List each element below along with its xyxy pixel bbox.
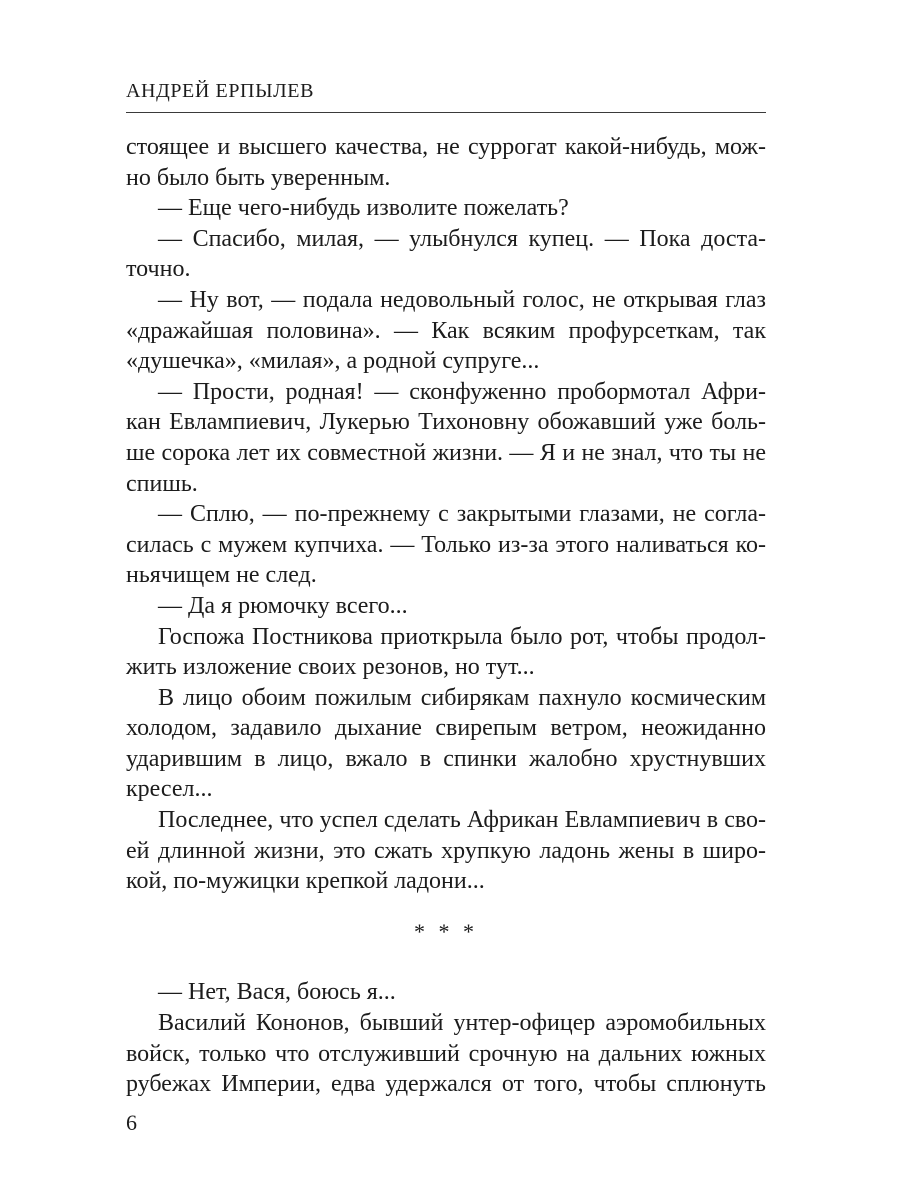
section-separator: * * * xyxy=(414,918,478,944)
paragraph xyxy=(126,1008,766,1100)
text-line: войск, только что отслуживший срочную на дальних южных xyxy=(126,1040,766,1067)
paragraph xyxy=(126,805,766,897)
paragraph xyxy=(126,622,766,683)
text-line: Последнее, что успел сделать Африкан Евлампиевич в сво- xyxy=(158,807,766,834)
text-line: кан Евлампиевич, Лукерью Тихоновну обожавший уже боль- xyxy=(126,409,766,436)
paragraph xyxy=(126,683,766,805)
text-line: кой, по-мужицки крепкой ладони... xyxy=(126,868,485,895)
text-line: — Прости, родная! — сконфуженно пробормотал Афри- xyxy=(158,378,766,405)
header-rule xyxy=(126,112,766,113)
text-line: — Ну вот, — подала недовольный голос, не открывая глаз xyxy=(158,286,766,313)
paragraph xyxy=(126,193,766,224)
text-line: Госпожа Постникова приоткрыла было рот, чтобы продол- xyxy=(158,623,766,650)
paragraph xyxy=(126,591,766,622)
paragraph xyxy=(126,224,766,285)
text-line: ударившим в лицо, вжало в спинки жалобно хрустнувших xyxy=(126,745,766,772)
page-number: 6 xyxy=(126,1110,137,1135)
text-line: силась с мужем купчиха. — Только из-за этого наливаться ко- xyxy=(126,531,766,558)
text-line: «дражайшая половина». — Как всяким профурсеткам, так xyxy=(126,317,766,344)
text-line: кресел... xyxy=(126,776,213,803)
running-head-author: АНДРЕЙ ЕРПЫЛЕВ xyxy=(126,80,315,102)
text-line: — Сплю, — по-прежнему с закрытыми глазами, не согла- xyxy=(158,501,766,528)
paragraph xyxy=(126,285,766,377)
body-text xyxy=(126,132,766,1100)
text-line: ше сорока лет их совместной жизни. — Я и не знал, что ты не xyxy=(126,439,766,466)
text-line: — Нет, Вася, боюсь я... xyxy=(158,979,396,1006)
paragraph xyxy=(126,499,766,591)
text-line: стоящее и высшего качества, не суррогат какой-нибудь, мож- xyxy=(126,134,766,160)
text-line: ньячищем не след. xyxy=(126,562,317,589)
text-line: — Еще чего-нибудь изволите пожелать? xyxy=(158,195,569,222)
text-line: Василий Кононов, бывший унтер-офицер аэромобильных xyxy=(158,1010,766,1037)
text-line: жить изложение своих резонов, но тут... xyxy=(126,654,535,681)
text-line: «душечка», «милая», а родной супруге... xyxy=(126,348,540,375)
text-line: точно. xyxy=(126,256,191,283)
text-line: — Спасибо, милая, — улыбнулся купец. — Пока доста- xyxy=(158,225,766,252)
text-line: В лицо обоим пожилым сибирякам пахнуло космическим xyxy=(158,684,766,711)
text-line: — Да я рюмочку всего... xyxy=(158,592,408,619)
text-line: спишь. xyxy=(126,470,198,497)
text-line: холодом, задавило дыхание свирепым ветром, неожиданно xyxy=(126,715,766,742)
paragraph xyxy=(126,977,766,1008)
text-line: но было быть уверенным. xyxy=(126,164,391,191)
paragraph xyxy=(126,377,766,499)
text-line: ей длинной жизни, это сжать хрупкую ладонь жены в широ- xyxy=(126,837,766,864)
text-line: рубежах Империи, едва удержался от того, чтобы сплюнуть xyxy=(126,1071,766,1098)
paragraph xyxy=(126,132,766,193)
